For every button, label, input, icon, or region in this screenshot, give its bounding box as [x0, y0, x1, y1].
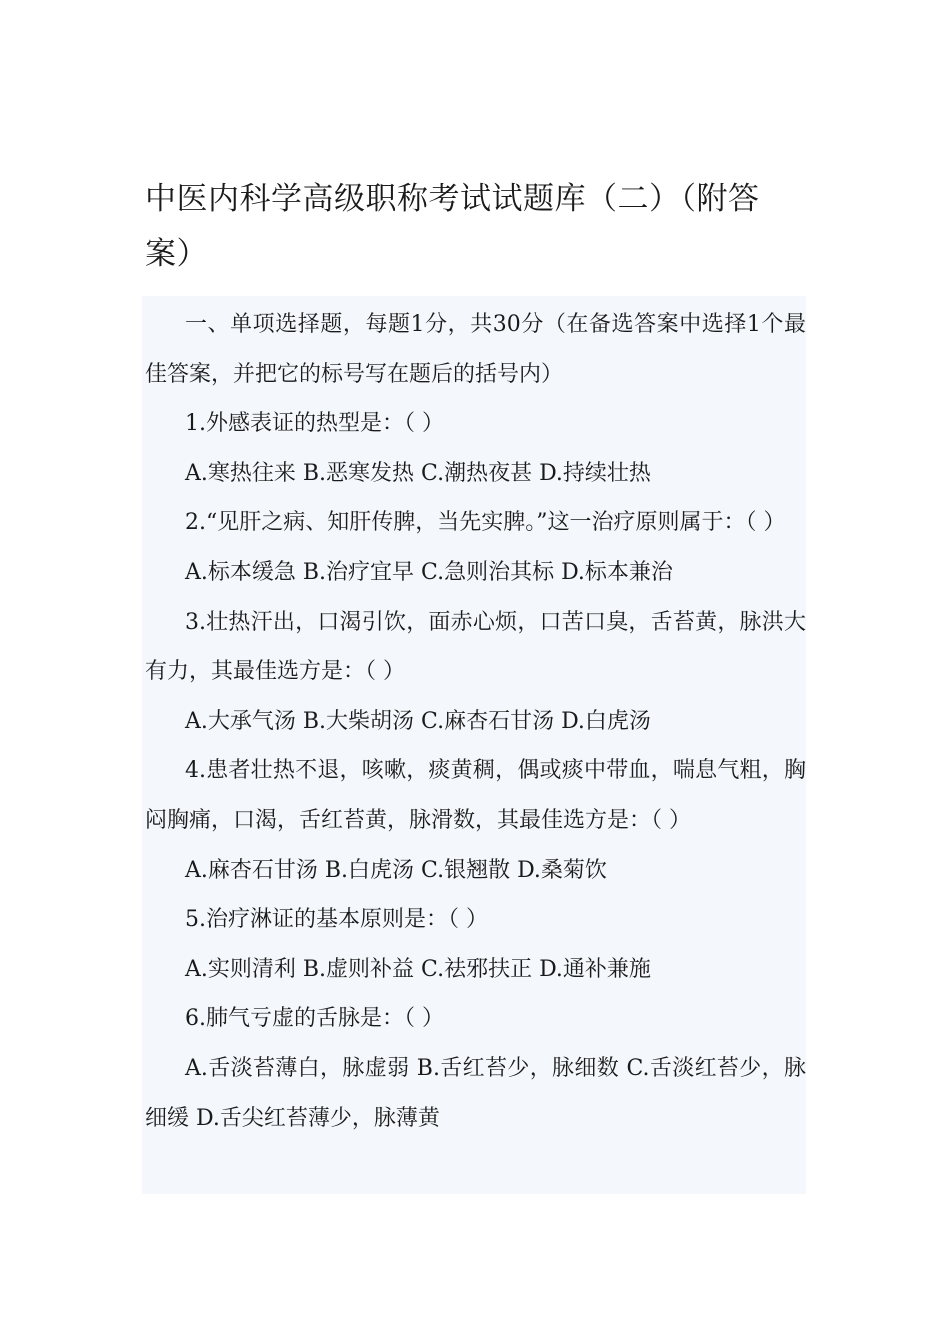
- question-section: [142, 296, 806, 1194]
- question-4-options: A.麻杏石甘汤 B.白虎汤 C.银翘散 D.桑菊饮: [185, 857, 607, 883]
- question-3-options: A.大承气汤 B.大柴胡汤 C.麻杏石甘汤 D.白虎汤: [185, 708, 651, 734]
- question-6: 6.肺气亏虚的舌脉是：（ ）: [185, 1006, 444, 1032]
- question-5: 5.治疗淋证的基本原则是：（ ）: [185, 907, 488, 933]
- question-4: 4.患者壮热不退，咳嗽，痰黄稠，偶或痰中带血，喘息气粗，胸闷胸痛，口渴，舌红苔黄，脉滑数，其最佳选方是：（ ）: [145, 758, 806, 833]
- document-title: 中医内科学高级职称考试试题库（二）（附答案）: [145, 181, 760, 272]
- question-6-options: A.舌淡苔薄白，脉虚弱 B.舌红苔少，脉细数 C.舌淡红苔少，脉细缓 D.舌尖红苔薄少，脉薄黄: [145, 1055, 806, 1131]
- question-1: 1.外感表证的热型是：（ ）: [185, 411, 444, 437]
- question-5-options: A.实则清利 B.虚则补益 C.祛邪扶正 D.通补兼施: [185, 956, 651, 982]
- question-3: 3.壮热汗出，口渴引饮，面赤心烦，口苦口臭，舌苔黄，脉洪大有力，其最佳选方是：（ ）: [145, 609, 806, 685]
- question-2: 2.“见肝之病、知肝传脾，当先实脾。”这一治疗原则属于：（ ）: [185, 510, 786, 536]
- question-2-options: A.标本缓急 B.治疗宜早 C.急则治其标 D.标本兼治: [185, 559, 673, 585]
- section-instructions: 一、单项选择题，每题1分，共30分（在备选答案中选择1个最佳答案，并把它的标号写在题后的括号内）: [145, 312, 806, 387]
- question-1-options: A.寒热往来 B.恶寒发热 C.潮热夜甚 D.持续壮热: [185, 460, 651, 486]
